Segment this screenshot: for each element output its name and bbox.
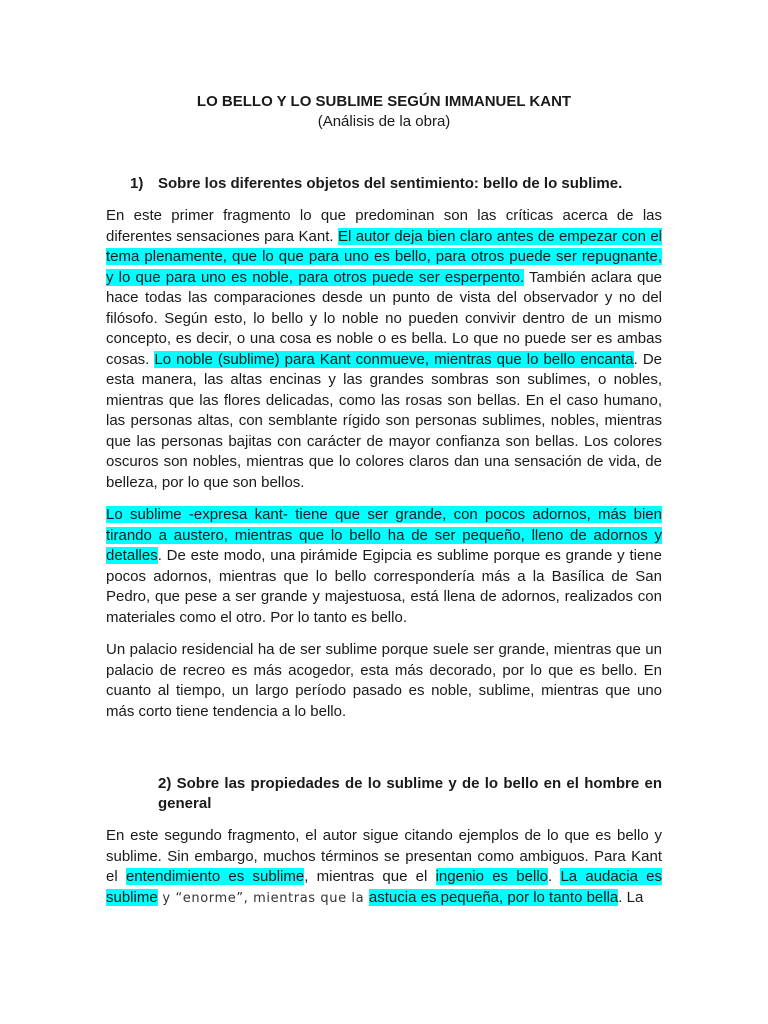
highlighted-text: Lo sublime -expresa kant- tiene que ser grande, con pocos adornos, más bien tirando a austero, mientras que lo bello ha de ser pequeño, lleno de adornos y detalles [106,506,662,564]
document-title: LO BELLO Y LO SUBLIME SEGÚN IMMANUEL KANT [196,93,572,110]
section-1-number: 1) [130,175,144,192]
paragraph-text: También aclara que hace todas las comparaciones desde un punto de vista del observador y no del filósofo. Según esto, lo bello y lo noble no pueden convivir dentro de un mismo concepto, es decir, o una cosa es noble o es bella. Lo que no puede ser es ambas cosas. [106,268,663,368]
highlighted-text: La audacia es sublime [106,868,663,906]
highlighted-text: ingenio es bello [435,868,549,885]
section-2-heading: 2) Sobre las propiedades de lo sublime y de lo bello en el hombre en general [158,775,662,812]
paragraph-text: . [548,868,561,885]
paragraph-text: En este segundo fragmento, el autor sigue citando ejemplos de lo que es bello y sublime. Sin embargo, muchos términos se presentan como ambiguos. Para Kant el [106,827,662,885]
section-1-heading [106,174,662,194]
highlighted-text: El autor deja bien claro antes de empezar con el tema plenamente, que lo que para uno es bello, para otros puede ser repugnante, y lo que para uno es noble, para otros puede ser esperpento. [106,227,662,286]
paragraph-text: . De este modo, una pirámide Egipcia es sublime porque es grande y tiene pocos adornos, mientras que lo bello correspondería más a la Basílica de San Pedro, que pese a ser grande y majestuosa, está llena de adornos, realizados con materiales como el otro. Por lo tanto es bello. [106,547,662,626]
paragraph-3: Un palacio residencial ha de ser sublime porque suele ser grande, mientras que un palacio de recreo es más acogedor, esta más decorado, por lo que es bello. En cuanto al tiempo, un largo período pasado es noble, sublime, mientras que uno más corto tiene tendencia a lo bello. [106,641,662,720]
paragraph-text: . De esta manera, las altas encinas y las grandes sombras son sublimes, o nobles, mientras que las flores delicadas, como las rosas son bellas. En el caso humano, las personas altas, con semblante rígido son personas sublimes, nobles, mientras que las personas bajitas con carácter de mayor confianza son bellas. Los colores oscuros son nobles, mientras que lo colores claros dan una sensación de vida, de belleza, por lo que son bellos. [106,350,663,491]
highlighted-text: Lo noble (sublime) para Kant conmueve, mientras que lo bello encanta [154,350,634,368]
paragraph-text: En este primer fragmento lo que predominan son las críticas acerca de las diferentes sensaciones para Kant. [106,207,662,245]
highlighted-text: entendimiento es sublime [125,868,305,885]
paragraph-text: . La [618,888,644,906]
paragraph-text: y “enorme”, mientras que la [157,890,369,906]
paragraph-2 [106,505,662,628]
paragraph-4 [106,826,662,909]
paragraph-1 [106,206,662,493]
highlighted-text: astucia es pequeña, por lo tanto bella [368,888,619,906]
section-1-heading-text: Sobre los diferentes objetos del sentimiento: bello de lo sublime. [158,175,623,192]
paragraph-text: , mientras que el [304,868,436,885]
document-subtitle: (Análisis de la obra) [317,113,451,130]
document-page [106,92,662,921]
